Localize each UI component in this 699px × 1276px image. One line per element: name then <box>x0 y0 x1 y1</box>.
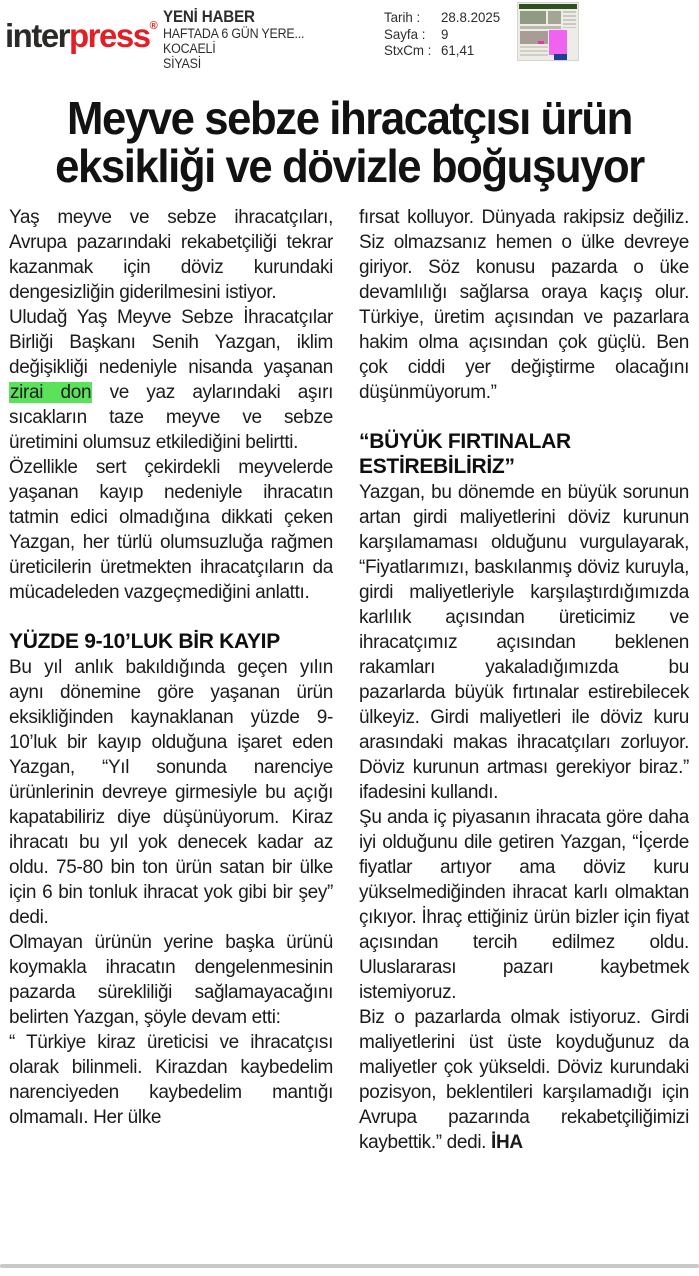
meta-label: Sayfa : <box>384 25 426 42</box>
paragraph-segment: Biz o pazarlarda olmak istiyoruz. Girdi maliyetlerini üst üste koyduğunuz da maliyetler çok yükseldi. Döviz kurundaki pozisyon, beklentileri karşılamadığı için Avrupa pazarında rekabetçiliğimizi kaybettik.” dedi. <box>359 1007 689 1153</box>
page-thumbnail[interactable] <box>518 3 578 60</box>
paragraph-segment: Uludağ Yaş Meyve Sebze İhracatçılar Birliği Başkanı Senih Yazgan, iklim değişikliği nedeniyle nisanda yaşanan <box>9 307 333 378</box>
publication-info <box>163 9 304 71</box>
thumbnail-photo <box>520 11 546 24</box>
paragraph: fırsat kolluyor. Dünyada rakipsiz değiliz. Siz olmazsanız hemen o ülke devreye giriyor. Söz konusu pazarda o üke devamlılığı sağlarsa oraya kaçış olur. Türkiye, üretim açısından ve pazarlara hakim olma açısından çok güçlü. Ben çok ciddi yer değiştirme olacağını düşünmüyorum.” <box>359 207 689 403</box>
publication-city: KOCAELİ <box>163 41 216 56</box>
logo-text-inter: inter <box>5 17 70 54</box>
article-column-right <box>359 205 689 1265</box>
meta-value: 9 <box>441 25 449 42</box>
agency-credit: İHA <box>491 1132 523 1153</box>
publication-category: SİYASİ <box>163 56 202 71</box>
paragraph: Yaş meyve ve sebze ihracatçıları, Avrupa pazarındaki rekabetçiliği tekrar kazanmak için döviz kurundaki dengesizliğin giderilmesini istiyor. <box>9 207 333 303</box>
article-title-line2: eksikliği ve dövizle boğuşuyor <box>55 140 644 192</box>
thumbnail-photo <box>548 11 561 24</box>
meta-label: Tarih : <box>384 9 421 25</box>
meta-label: StxCm : <box>384 42 432 58</box>
clipping-meta <box>384 9 500 59</box>
interpress-logo <box>5 8 158 54</box>
article-column-left <box>9 205 333 1265</box>
bottom-divider <box>0 1264 699 1268</box>
thumbnail-text-column <box>563 11 576 28</box>
paragraph: Bu yıl anlık bakıldığında geçen yılın aynı dönemine göre yaşanan ürün eksikliğinden kaynaklanan yüzde 9-10’luk bir kayıp olduğuna işaret eden Yazgan, “Yıl sonunda narenciye ürünlerinin devreye girmesiyle bu açığı kapatabiliriz diye düşünüyorum. Kiraz ihracatı bu yıl yok denecek kadar az oldu. 75-80 bin ton ürün satan bir ülke için 6 bin tonluk ihracat yok gibi bir şey” dedi. <box>9 657 333 928</box>
thumbnail-photo-accent <box>538 41 544 44</box>
meta-row-page <box>384 26 500 43</box>
meta-row-date <box>384 9 500 26</box>
paragraph: “ Türkiye kiraz üreticisi ve ihracatçısı olarak bilinmeli. Kirazdan kaybedelim narenciyeden kaybedelim mantığı olmamalı. Her ülke <box>9 1032 333 1128</box>
publication-frequency: HAFTADA 6 GÜN YERE... <box>163 26 305 41</box>
article-title-line1: Meyve sebze ihracatçısı ürün <box>67 92 632 144</box>
search-term-highlight: zirai don <box>10 382 92 403</box>
paragraph: Olmayan ürünün yerine başka ürünü koymakla ihracatın dengelenmesinin pazarda sürekliliği sağlamayacağını belirten Yazgan, şöyle devam etti: <box>9 932 333 1028</box>
thumbnail-ad-block <box>554 54 567 60</box>
paragraph <box>9 305 333 455</box>
thumbnail-clip-highlight <box>549 30 567 55</box>
meta-row-stxcm <box>384 42 500 59</box>
publication-name: YENİ HABER <box>163 8 255 26</box>
subheading-kayip: YÜZDE 9-10’LUK BİR KAYIP <box>9 630 280 653</box>
paragraph-segment: ve yaz aylarındaki aşırı sıcakların taze meyve ve sebze üretimini olumsuz etkilediğini belirtti. <box>9 382 333 453</box>
paragraph <box>359 1005 689 1155</box>
meta-value: 61,41 <box>441 42 475 58</box>
thumbnail-headline-bar <box>520 26 561 29</box>
meta-value: 28.8.2025 <box>441 9 501 25</box>
article-title <box>0 94 699 190</box>
paragraph: Yazgan, bu dönemde en büyük sorunun artan girdi maliyetlerini döviz kurunun karşılamaması olduğunu vurgulayarak, “Fiyatlarımızı, baskılanmış döviz kuruyla, girdi maliyetleriyle karşılaştırdığımızda karlılık açısından üreticimiz ve ihracatçımız açısından beklenen rakamları yakaladığımızda bu pazarlarda büyük fırtınalar estirebilecek ülkeyiz. Girdi maliyetleri ile döviz kuru arasındaki makas ihracatçıları zorluyor. Döviz kurunun artması gerekiyor biraz.” ifadesini kullandı. <box>359 482 689 803</box>
logo-text-press: press <box>69 17 150 54</box>
registered-mark-icon: ® <box>149 20 158 32</box>
paragraph: Özellikle sert çekirdekli meyvelerde yaşanan kayıp nedeniyle ihracatın tatmin edici olmadığına dikkati çeken Yazgan, her türlü olumsuzluğa rağmen üreticilerin üretmekten ihracatçıların da mücadeleden vazgeçmediğini anlattı. <box>9 457 333 603</box>
subheading-firtinalar: “BÜYÜK FIRTINALAR ESTİREBİLİRİZ” <box>359 430 571 478</box>
thumbnail-text-column <box>520 46 548 57</box>
thumbnail-masthead <box>519 4 577 9</box>
paragraph: Şu anda iç piyasanın ihracata göre daha iyi olduğunu dile getiren Yazgan, “İçerde fiyatlar artıyor ama döviz kuru yükselmediğinden ihracat karlı olmaktan çıkıyor. İhraç ettiğiniz ürün bizler için fiyat açısından tercih edilmez oldu. Uluslararası pazarı kaybetmek istemiyoruz. <box>359 807 689 1003</box>
